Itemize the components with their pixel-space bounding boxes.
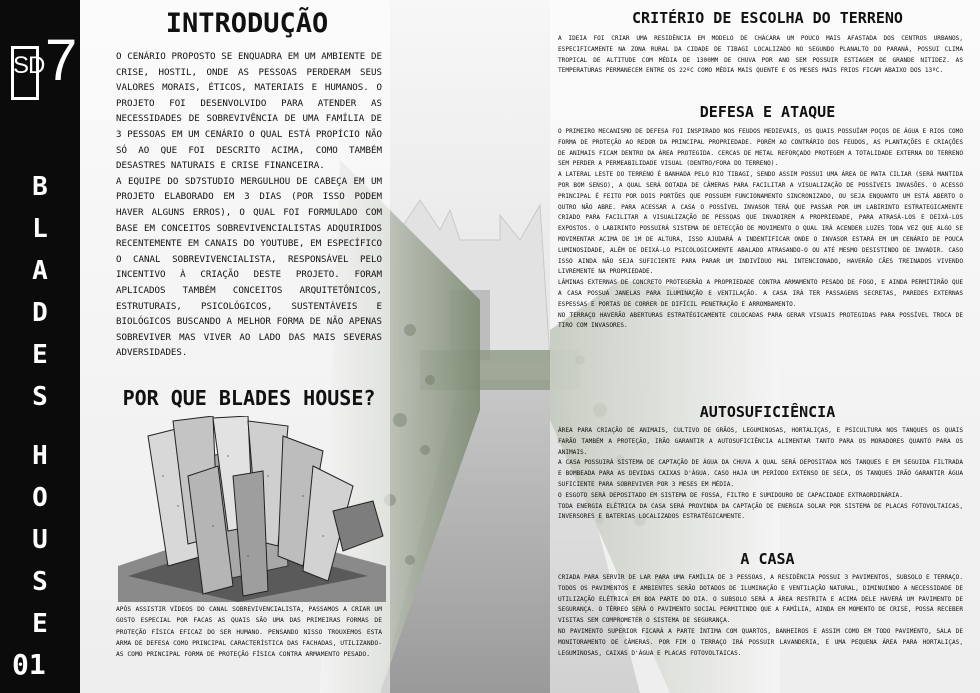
casa-body [558, 573, 963, 659]
sidebar [0, 0, 80, 693]
auto-body [558, 426, 963, 523]
casa-paragraph: NO PAVIMENTO SUPERIOR FICARÁ A PARTE ÍNTIMA COM QUARTOS, BANHEIROS E ASSIM COMO EM TODO PAVIMENTO, SALA DE MONITORAMENTO DE CÂMERAS. POR FIM O TERRAÇO IRÁ POSSUIR LAVANDERIA, E UMA PEQUENA ÁREA PARA HORTALIÇAS, LEGUMINOSAS, CAIXAS D'ÁGUA E PLACAS FOTOVOLTAICAS. [558, 627, 963, 657]
blade-facade-illustration [118, 416, 386, 602]
logo-number: 7 [45, 28, 78, 93]
defesa-paragraph: A LATERAL LESTE DO TERRENO É BANHADA PELO RIO TIBAGI, SENDO ASSIM POSSUI UMA ÁREA DE MATA CILIAR (SERÁ MANTIDA POR BOM SENSO), A QUAL SERÁ DOTADA DE CÂMERAS PARA FACILITAR A VISUALIZAÇÃO DE POSSÍVEIS INVASÕES. O ACESSO PRINCIPAL É FEITO POR DOIS PORTÕES QUE POSSUEM FUNCIONAMENTO SINCRONIZADO, OU SEJA ENQUANTO UM ESTÁ ABERTO O OUTRO NÃO ABRE. PARA ACESSAR A CASA O POSSÍVEL INVASOR TERÁ QUE PASSAR POR UM LABIRINTO ESTRATEGICAMENTE CRIADO PARA FACILITAR A VISUALIZAÇÃO DE PESSOAS QUE INVADIREM A PROPRIEDADE, PARA ATRASÁ-LOS E DEIXÁ-LOS EXPOSTOS. O LABIRINTO POSSUIRÁ SISTEMA DE DETECÇÃO DE MOVIMENTO O QUAL IRÁ ACENDER LUZES TODA VEZ QUE ALGO SE MOVIMENTAR ACIMA DE 1M DE ALTURA, ISSO AJUDARÁ A INDENTIFICAR ONDE O INVASOR ESTARÁ EM UM CENÁRIO DE POUCA LUMINOSIDADE, ALÉM DE DEIXÁ-LO PSICOLOGICAMENTE ABALADO ATRASANDO-O OU ATÉ MESMO DESISTINDO DE INVADIR. CASO ISSO AINDA NÃO SEJA SUFICIENTE PARA PARAR UM INDIVÍDUO MAL INTENCIONADO, HAVERÃO CÃES TREINADOS VIVENDO LIVREMENTE NA PROPRIEDADE. [558, 171, 963, 276]
casa-title: A CASA [740, 550, 795, 568]
intro-title: INTRODUÇÃO [165, 8, 329, 39]
why-paragraph: APÓS ASSISTIR VÍDEOS DO CANAL SOBREVIVENCIALISTA, PASSAMOS A CRIAR UM GOSTO ESPECIAL POR FACAS AS QUAIS SÃO UMA DAS PRIMEIRAS FORMAS DE PROTEÇÃO FÍSICA EFICAZ DO SER HUMANO. PENSANDO NISSO TROUXEMOS ESTA ARMA DE DEFESA COMO PRINCIPAL CARACTERÍSTICA DAS FACHADAS, UTILIZANDO-AS COMO PRINCIPAL FORMA DE PROTEÇÃO FÍSICA CONTRA ARMAMENTO PESADO. [116, 606, 382, 659]
vertical-letter: S [32, 382, 48, 412]
criterio-body [558, 34, 963, 77]
vertical-letter: O [32, 483, 48, 513]
sd7-logo [11, 28, 78, 98]
criterio-title: CRITÉRIO DE ESCOLHA DO TERRENO [632, 9, 903, 27]
vertical-letter: E [32, 340, 48, 370]
auto-paragraph: A CASA POSSUIRÁ SISTEMA DE CAPTAÇÃO DE ÁGUA DA CHUVA A QUAL SERÁ DEPOSITADA NOS TANQUES E EM SEGUIDA FILTRADA E BOMBEADA PARA AS DEVIDAS CAIXAS D'ÁGUA. CASO HAJA UM PERÍODO EXTENSO DE SECA, OS TANQUES IRÃO GARANTIR ÁGUA SUFICIENTE PARA SOBREVIVER POR 3 MESES EM MÉDIA. [558, 459, 963, 488]
why-title: POR QUE BLADES HOUSE? [122, 386, 376, 410]
intro-body [116, 50, 382, 362]
vertical-letter: B [32, 172, 48, 202]
criterio-paragraph: A IDEIA FOI CRIAR UMA RESIDÊNCIA EM MODELO DE CHÁCARA UM POUCO MAIS AFASTADA DOS CENTROS URBANOS, ESPECIFICAMENTE NA ZONA RURAL DA CIDADE DE TIBAGI LOCALIZADO NO SEGUNDO PLANALTO DO PARANÁ, POSSUI CLIMA TROPICAL DE ALTITUDE COM MÉDIA DE 1300MM DE CHUVA POR ANO SEM POSSUIR ESTIAGEM DE GRANDE NITIDEZ. AS TEMPERATURAS PERMANECEM ENTRE OS 22ºC COMO MÉDIA MAIS QUENTE E OS MESES MAIS FRIOS FICAM ABAIXO DOS 13ºC. [558, 35, 963, 75]
page-number: 01 [12, 648, 46, 681]
logo-text: SD [13, 52, 45, 79]
auto-title: AUTOSUFICIÊNCIA [699, 403, 836, 421]
vertical-letter: L [32, 214, 48, 244]
casa-paragraph: CRIADA PARA SERVIR DE LAR PARA UMA FAMÍLIA DE 3 PESSOAS, A RESIDÊNCIA POSSUI 3 PAVIMENTOS, SUBSOLO E TERRAÇO. TODOS OS PAVIMENTOS E AMBIENTES SERÃO DOTADOS DE ILUMINAÇÃO E VENTILAÇÃO NATURAL, DIMINUINDO A NECESSIDADE DE UTILIZAÇÃO ELÉTRICA EM BOA PARTE DO DIA. O SUBSOLO SERÁ A ÁREA RESTRITA E ACIMA DELE HAVERÁ UM PAVIMENTO DE SEGURANÇA. O TÉRREO SERÁ O PAVIMENTO SOCIAL PERMITINDO QUE A FAMÍLIA, AINDA EM MOMENTO DE CRISE, POSSA RECEBER VISITAS SEM COMPROMETER O SISTEMA DE SEGURANÇA. [558, 574, 963, 625]
auto-paragraph: TODA ENERGIA ELÉTRICA DA CASA SERÁ PROVINDA DA CAPTAÇÃO DE ENERGIA SOLAR POR SISTEMA DE PLACAS FOTOVOLTAICAS, INVERSORES E BATERIAS LOCALIZADOS ESTRATÉGICAMENTE. [558, 502, 963, 521]
vertical-letter: S [32, 567, 48, 597]
vertical-letter: U [32, 525, 48, 555]
defesa-body [558, 127, 963, 332]
auto-paragraph: O ESGOTO SERÁ DEPOSITADO EM SISTEMA DE FOSSA, FILTRO E SUMIDOURO DE CAPACIDADE EXTRAORDINÁRIA. [558, 491, 903, 499]
defesa-paragraph: O PRIMEIRO MECANISMO DE DEFESA FOI INSPIRADO NOS FEUDOS MEDIEVAIS, OS QUAIS POSSUÍAM POÇOS DE ÁGUA E RIOS COMO FORMA DE PROTEÇÃO AO REDOR DA PRINCIPAL PROPRIEDADE. PORÉM AO CONTRÁRIO DOS FEUDOS, AS PLANTAÇÕES E CRIAÇÕES DE ANIMAIS FICAM DENTRO DA ÁREA PROTEGIDA. CERCAS DE METAL REFORÇADO PROTEGEM A TOTALIDADE EXTERNA DO TERRENO SEM PERDER A PERMEABILIDADE VISUAL (DENTRO/FORA DO TERRENO). [558, 128, 963, 168]
vertical-letter: E [32, 609, 48, 639]
why-body [116, 604, 382, 660]
auto-paragraph: ÁREA PARA CRIAÇÃO DE ANIMAIS, CULTIVO DE GRÃOS, LEGUMINOSAS, HORTALIÇAS, E PSICULTURA NOS TANQUES OS QUAIS FARÃO TAMBÉM A PROTEÇÃO, IRÃO GARANTIR A AUTOSUFICIÊNCIA ALIMENTAR TANTO PARA OS MORADORES QUANTO PARA OS ANIMAIS. [558, 427, 963, 456]
blades-house-render [118, 416, 386, 602]
intro-paragraph: A EQUIPE DO SD7STUDIO MERGULHOU DE CABEÇA EM UM PROJETO ELABORADO EM 3 DIAS (POR ISSO PODEM HAVER ALGUNS ERROS), O QUAL FOI FORMULADO COM BASE EM CONCEITOS SOBREVIVENCIALISTAS ADQUIRIDOS RECENTEMENTE EM CANAIS DO YOUTUBE, EM ESPECÍFICO O CANAL SOBREVIVENCIALISTA, RESPONSÁVEL PELO INCENTIVO À CRIAÇÃO DESTE PROJETO. FORAM APLICADOS TAMBÉM CONCEITOS ARQUITETÔNICOS, ESTRUTURAIS, PSICOLÓGICOS, SUSTENTÁVEIS E BIOLÓGICOS BUSCANDO A MELHOR FORMA DE NÃO APENAS SOBREVIVER MAS VIVER AO LADO DAS MAIS SEVERAS ADVERSIDADES. [116, 176, 382, 359]
defesa-paragraph: NO TERRAÇO HAVERÃO ABERTURAS ESTRATÉGICAMENTE COLOCADAS PARA GERAR VISUAIS PROTEGIDAS PARA POSSÍVEL TROCA DE TIRO COM INVASORES. [558, 311, 963, 330]
defesa-title: DEFESA E ATAQUE [699, 103, 836, 121]
vertical-letter: D [32, 298, 48, 328]
vertical-letter: H [32, 441, 48, 471]
intro-paragraph: O CENÁRIO PROPOSTO SE ENQUADRA EM UM AMBIENTE DE CRISE, HOSTIL, ONDE AS PESSOAS PERDERAM SEUS VALORES MORAIS, ÉTICOS, MATERIAIS E HUMANOS. O PROJETO FOI DESENVOLVIDO PARA ATENDER AS NECESSIDADES DE SOBREVIVÊNCIA DE UMA FAMÍLIA DE 3 PESSOAS EM UM CENÁRIO O QUAL ESTÁ PROPÍCIO NÃO SÓ AO QUE FOI DESCRITO ACIMA, COMO TAMBÉM DESASTRES NATURAIS E CRISE FINANCEIRA. [116, 52, 382, 172]
vertical-letter: A [32, 256, 48, 286]
defesa-paragraph: LÂMINAS EXTERNAS DE CONCRETO PROTEGERÃO A PROPRIEDADE CONTRA ARMAMENTO PESADO DE FOGO, E AINDA PERMITIRÃO QUE A CASA POSSUA JANELAS PARA ILUMINAÇÃO E VENTILAÇÃO. A CASA IRÁ TER PASSAGENS SECRETAS, PAREDES EXTERNAS ESPESSAS E PORTAS DE CORRER DE DIFÍCIL PENETRAÇÃO E ARROMBAMENTO. [558, 279, 963, 308]
